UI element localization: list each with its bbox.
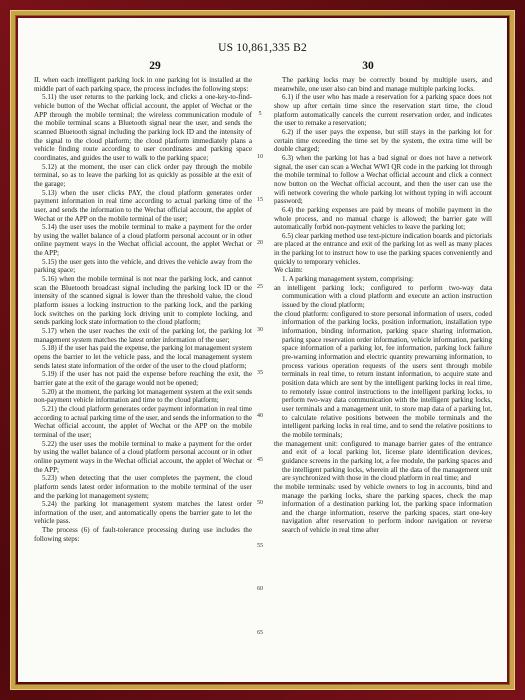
right-column-number: 30	[362, 60, 374, 72]
paragraph: 5.21) the cloud platform generates order payment information in real time according to actual parking time of the user, and sends the information to the Wechat official account, the applet of Wechat or the APP on the mobile terminal of the user;	[34, 404, 252, 439]
line-number: 40	[257, 413, 263, 420]
paragraph: 5.12) at the moment, the user can click order pay through the mobile terminal, so as to leave the parking lot as quickly as possible at the exit of the garage;	[34, 162, 252, 188]
paragraph: 6.3) when the parking lot has a bad signal or does not have a network signal, the user can scan a Wechat WWI QR code in the parking lot through the mobile terminal to follow a Wechat official account and click a connect now button on the Wechat official account, and then the user can use the wifi network covering the whole parking lot without typing in wifi account password;	[274, 153, 492, 206]
paragraph: 5.19) if the user has not paid the expense before reaching the exit, the barrier gate at the exit of the garage would not be opened;	[34, 370, 252, 387]
paragraph: 6.1) if the user who has made a reservation for a parking space does not show up after certain time since the reservation start time, the cloud platform automatically cancels the current reservation order, and indicates the user to remake a reservation;	[274, 93, 492, 128]
paragraph: 5.11) the user returns to the parking lock, and clicks a one-key-to-find-vehicle button of the Wechat official account, the applet of Wechat or the APP through the mobile terminal; the wireless communication module of the mobile terminal scans a Bluetooth signal near the user, and sends the scanned Bluetooth signal including the parking lock ID and the intensity of the signal to the cloud platform; the cloud platform immediately plans a vehicle finding route according to user coordinates and parking space coordinates, and guides the user to walk to the parking space;	[34, 93, 252, 162]
paragraph: 1. A parking management system, comprising:	[282, 275, 414, 284]
paragraph: The process (6) of fault-tolerance processing during use includes the following steps:	[34, 526, 252, 543]
paragraph: 5.13) when the user clicks PAY, the cloud platform generates order payment information in real time according to actual parking time of the user, and sends the information to the Wechat official account, the applet of Wechat or the APP on the mobile terminal of the user;	[34, 188, 252, 223]
line-number: 20	[257, 240, 263, 247]
paragraph: The parking locks may be correctly bound by multiple users, and meanwhile, one user also can bind and manage multiple parking locks.	[274, 76, 492, 93]
paragraph: the mobile terminals: used by vehicle owners to log in accounts, bind and manage the parking locks, share the parking spaces, check the map information of a destination parking lot, the parking space information and the charge information, reserve the parking spaces, start one-key navigation after reservation to perform indoor navigation or reverse search of vehicle in real time after	[274, 482, 492, 535]
line-number: 5	[258, 110, 262, 117]
paragraph: 5.18) if the user has paid the expense, the parking lot management system opens the barrier to let the vehicle pass, and the local management system sends latest state information of the order of the user to the cloud platform;	[34, 344, 252, 370]
paragraph: 5.22) the user uses the mobile terminal to make a payment for the order by using the wallet balance of a cloud platform personal account or in other online payment ways in the Wechat official account, the applet of Wechat or the APP;	[34, 439, 252, 474]
paragraph: 5.15) the user gets into the vehicle, and drives the vehicle away from the parking space;	[34, 257, 252, 275]
line-number: 50	[257, 499, 263, 506]
paragraph: We claim:	[274, 266, 303, 275]
paragraph: 5.24) the parking lot management system matches the latest order information of the user, and automatically opens the barrier gate to let the vehicle pass.	[34, 500, 252, 526]
left-column-number: 29	[149, 60, 161, 72]
paragraph: 6.2) if the user pays the expense, but still stays in the parking lot for certain time exceeding the time set by the system, the extra time will be double charged;	[274, 127, 492, 154]
paragraph: 6.4) the parking expenses are paid by means of mobile payment in the whole process, and no manual charge is allowed; the barrier gate will automatically forbid non-payment vehicles to leave the parking lot;	[274, 205, 492, 232]
right-text-column	[274, 76, 492, 672]
paragraph: 5.23) when detecting that the user completes the payment, the cloud platform sends latest order information to the mobile terminal of the user and the parking lot management system;	[34, 474, 252, 500]
line-number: 25	[257, 283, 263, 290]
line-number-gutter	[252, 76, 268, 672]
paragraph: 5.17) when the user reaches the exit of the parking lot, the parking lot management system matches the latest order information of the user;	[34, 327, 252, 344]
paragraph: II. when each intelligent parking lock in one parking lot is installed at the middle part of each parking space, the process includes the following steps:	[34, 76, 252, 93]
paragraph: an intelligent parking lock; configured to perform two-way data communication with a cloud platform and execute an action instruction issued by the cloud platform;	[274, 283, 492, 310]
line-number: 45	[257, 456, 263, 463]
paragraph: 5.14) the user uses the mobile terminal to make a payment for the order by using the wallet balance of a cloud platform personal account or in other online payment ways in the Wechat official account, the applet Wechat or the APP;	[34, 223, 252, 258]
line-number: 35	[257, 370, 263, 377]
paragraph: the cloud platform: configured to store personal information of users, coded information of the parking locks, position information, installation type information, binding information, parking space sharing information, parking space reservation order information, vehicle information, parking space information of a parking lot, fee information, parking lock failure pre-warning information and electric quantity prewarning information, to process various operation requests of the users sent through mobile terminals in real time, to return instant information, to acquire state and position data which are sent by the intelligent parking locks in real time, to remotely issue control instructions to the intelligent parking locks, to perform two-way data communication with the intelligent parking locks, user terminals and a management unit, to store map data of a parking lot, to calculate relative positions between the mobile terminals and the intelligent parking locks in real time, and to send the relative positions to the mobile terminals;	[274, 309, 492, 439]
paragraph: 6.5) clear parking method use text-picture indication boards and pictorials are placed at the entrance and exit of the parking lot as well as many places in the parking lot to instruct how to use the parking spaces conveniently and quickly to temporary vehicles.	[274, 231, 492, 266]
line-number: 65	[257, 629, 263, 636]
line-number: 10	[257, 153, 263, 160]
patent-number: US 10,861,335 B2	[218, 42, 307, 54]
left-text-column	[34, 76, 252, 672]
line-number: 30	[257, 326, 263, 333]
line-number: 60	[257, 586, 263, 593]
paragraph: the management unit: configured to manage barrier gates of the entrance and exit of a local parking lot, license plate identification devices, guidance screens in the parking lot, a fee module, the parking spaces and the intelligent parking locks, wherein all the data of the management unit are synchronized with those in the cloud platform in real time; and	[274, 439, 492, 483]
patent-page	[18, 18, 507, 682]
line-number: 15	[257, 197, 263, 204]
line-number: 55	[257, 543, 263, 550]
paragraph: 5.20) at the moment, the parking lot management system at the exit sends non-payment vehicle information and time to the cloud platform;	[34, 387, 252, 405]
paragraph: 5.16) when the mobile terminal is not near the parking lock, and cannot scan the Bluetooth broadcast signal including the parking lock ID or the intensity of the scanned signal is lower than the threshold value, the cloud platform issues a locking instruction to the parking lock, and the parking lock switches on the parking lock driving unit to complete locking, and sends parking lock state information to the cloud platform;	[34, 275, 252, 327]
